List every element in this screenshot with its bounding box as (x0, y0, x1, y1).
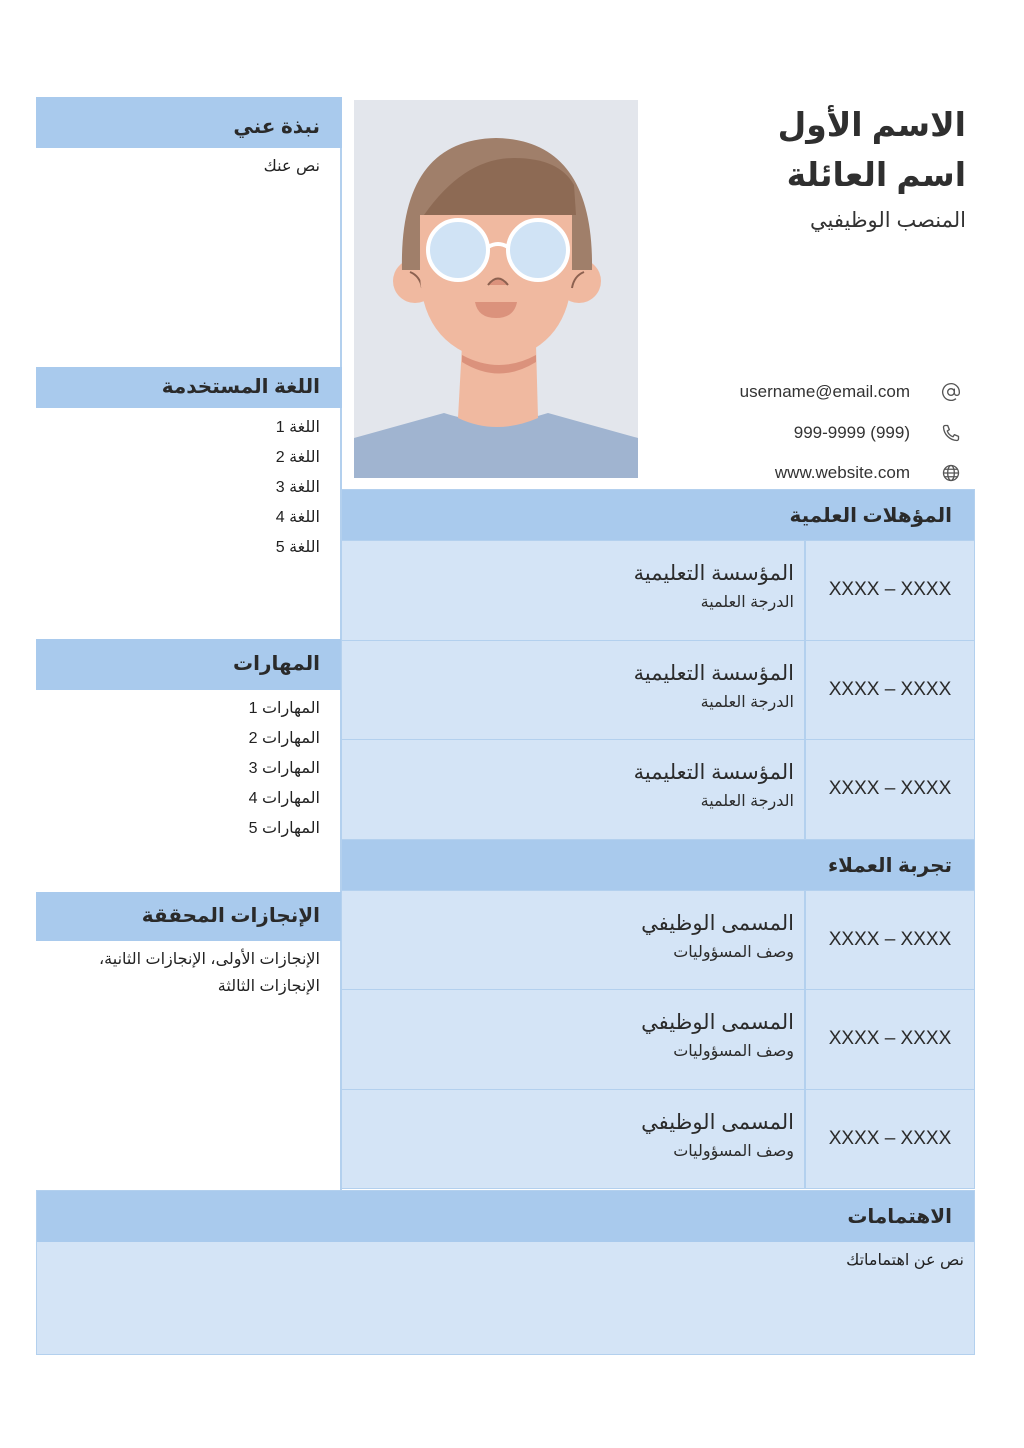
name-block (640, 100, 966, 236)
position-title: المسمى الوظيفي (641, 1011, 794, 1034)
about-text: نص عنك (263, 158, 320, 175)
avatar-illustration (354, 100, 638, 478)
education-date: XXXX – XXXX (804, 641, 974, 740)
education-title: المؤهلات العلمية (341, 489, 975, 541)
main-table (341, 489, 975, 1189)
education-date: XXXX – XXXX (804, 740, 974, 839)
language-item: اللغة 3 (275, 479, 320, 496)
language-item: اللغة 2 (275, 449, 320, 466)
contact-website (640, 453, 970, 494)
skills-section (36, 639, 342, 844)
experience-date: XXXX – XXXX (804, 891, 974, 990)
skill-item: المهارات 5 (248, 820, 320, 837)
achievements-title: الإنجازات المحققة (36, 892, 342, 941)
responsibilities: وصف المسؤوليات (673, 1142, 794, 1160)
position-title: المسمى الوظيفي (641, 911, 794, 935)
languages-section (36, 367, 342, 563)
language-item: اللغة 1 (275, 419, 320, 436)
contact-email (640, 372, 970, 413)
email-text[interactable]: username@email.com (739, 382, 910, 402)
experience-date: XXXX – XXXX (804, 1090, 974, 1189)
skill-item: المهارات 2 (248, 730, 320, 747)
degree-name: الدرجة العلمية (700, 693, 794, 711)
responsibilities: وصف المسؤوليات (673, 943, 794, 961)
about-section (36, 97, 342, 180)
skills-title: المهارات (36, 639, 342, 690)
achievements-text: الإنجازات الأولى، الإنجازات الثانية، الإنجازات الثالثة (99, 951, 320, 995)
education-row (341, 739, 975, 840)
first-name: الاسم الأول (777, 106, 966, 143)
profile-photo (354, 100, 638, 478)
experience-date: XXXX – XXXX (804, 990, 974, 1089)
experience-row (341, 890, 975, 991)
last-name: اسم العائلة (786, 156, 966, 193)
institution-name: المؤسسة التعليمية (633, 562, 794, 585)
skill-item: المهارات 3 (248, 760, 320, 777)
education-row (341, 640, 975, 741)
education-date: XXXX – XXXX (804, 541, 974, 640)
languages-title: اللغة المستخدمة (36, 367, 342, 408)
achievements-section (36, 892, 342, 1000)
languages-list (36, 408, 342, 563)
education-row (341, 540, 975, 641)
degree-name: الدرجة العلمية (700, 793, 794, 810)
interests-text: نص عن اهتماماتك (846, 1252, 964, 1269)
institution-name: المؤسسة التعليمية (633, 761, 794, 784)
job-title: المنصب الوظيفيي (810, 209, 966, 232)
degree-name: الدرجة العلمية (700, 594, 794, 611)
experience-row (341, 989, 975, 1090)
phone-text[interactable]: 999-9999 (999) (793, 422, 910, 442)
phone-icon (940, 422, 962, 444)
interests-section (36, 1190, 975, 1355)
language-item: اللغة 4 (275, 509, 320, 526)
contact-phone (640, 413, 970, 454)
about-title: نبذة عني (36, 97, 342, 148)
skill-item: المهارات 4 (248, 790, 320, 807)
experience-title: تجربة العملاء (341, 839, 975, 891)
responsibilities: وصف المسؤوليات (673, 1043, 794, 1060)
experience-row (341, 1089, 975, 1190)
website-text[interactable]: www.website.com (774, 463, 910, 483)
skill-item: المهارات 1 (248, 700, 320, 717)
contact-list (640, 372, 970, 494)
position-title: المسمى الوظيفي (641, 1110, 794, 1134)
globe-icon (940, 462, 962, 484)
left-sidebar (36, 97, 342, 1190)
interests-title: الاهتمامات (37, 1191, 974, 1242)
language-item: اللغة 5 (275, 539, 320, 556)
institution-name: المؤسسة التعليمية (633, 661, 794, 685)
skills-list (36, 690, 342, 844)
at-icon (940, 381, 962, 403)
